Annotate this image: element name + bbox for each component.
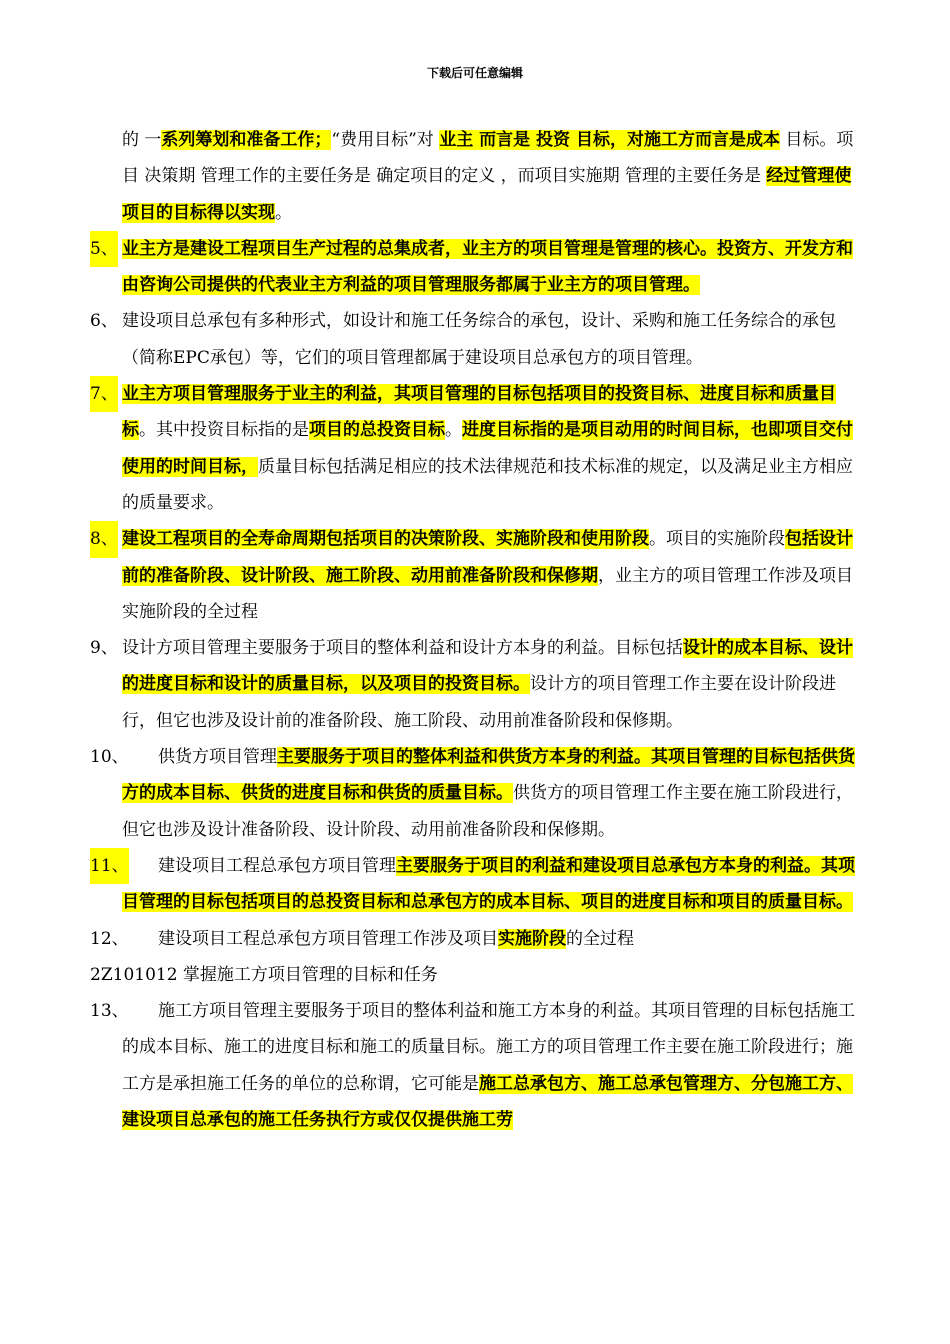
- body-text: 供货方项目管理: [158, 747, 277, 768]
- list-number: 13、: [90, 1001, 129, 1022]
- highlighted-text: 系列筹划和准备工作；: [161, 130, 332, 150]
- body-text: 目标。项目 决策期 管理工作的主要任务是 确定项目的定义 ，而项目实施期 管理的主要任务是: [122, 130, 854, 187]
- body-text: 设计方项目管理主要服务于项目的整体利益和设计方本身的利益。目标包括: [122, 638, 683, 659]
- list-number: 6、: [90, 311, 118, 332]
- body-text: 。其中投资目标指的是: [139, 420, 309, 441]
- list-item: [90, 303, 860, 376]
- section-heading: 2Z101012 掌握施工方项目管理的目标和任务: [90, 964, 438, 985]
- body-text: 质量目标包括满足相应的技术法律规范和技术标准的规定，以及满足业主方相应的质量要求。: [122, 456, 853, 513]
- list-item: [90, 521, 860, 630]
- body-text: 的全过程: [566, 928, 634, 949]
- list-item: [90, 122, 860, 231]
- body-text: 建设项目工程总承包方项目管理: [158, 855, 396, 876]
- list-item: [90, 848, 860, 921]
- list-item: [90, 630, 860, 739]
- list-item: [90, 376, 860, 521]
- list-number: 10、: [90, 747, 129, 768]
- highlighted-text: 主要服务于项目的整体利益和供货方本身的利益。其项目管理的目标包括供货方的成本目标、供货的进度目标和供货的质量目标。: [122, 747, 855, 804]
- body-text: 供货方的项目管理工作主要在施工阶段进行，但它也涉及设计准备阶段、设计阶段、动用前准备阶段和保修期。: [122, 783, 853, 840]
- body-text: 的 一: [122, 130, 162, 150]
- list-item: [90, 921, 860, 957]
- body-text: 。项目的实施阶段: [649, 529, 785, 550]
- highlighted-text: 建设工程项目的全寿命周期包括项目的决策阶段、实施阶段和使用阶段: [122, 529, 649, 550]
- highlighted-text: 业主方是建设工程项目生产过程的总集成者，业主方的项目管理是管理的核心。投资方、开发方和由咨询公司提供的代表业主方利益的项目管理服务都属于业主方的项目管理。: [122, 238, 853, 296]
- body-text: 设计方的项目管理工作主要在设计阶段进行，但它也涉及设计前的准备阶段、施工阶段、动用前准备阶段和保修期。: [122, 674, 836, 731]
- highlighted-text: 项目的总投资目标: [309, 420, 445, 441]
- list-number: 5、: [90, 231, 118, 267]
- document-body: [90, 122, 860, 1138]
- body-text: “费用目标”对: [331, 130, 440, 150]
- list-number: 8、: [90, 521, 118, 557]
- page-header: 下载后可任意编辑: [426, 66, 523, 80]
- highlighted-text: 设计的成本目标、设计的进度目标和设计的质量目标，以及项目的投资目标。: [122, 638, 853, 695]
- highlighted-text: 实施阶段: [498, 928, 566, 949]
- highlighted-text: 业主方项目管理服务于业主的利益，其项目管理的目标包括项目的投资目标、进度目标和质量目标: [122, 384, 836, 441]
- body-text: 建设项目工程总承包方项目管理工作涉及项目: [158, 928, 498, 949]
- list-number: 12、: [90, 928, 129, 949]
- highlighted-text: 施工总承包方、施工总承包管理方、分包施工方、建设项目总承包的施工任务执行方或仅仅提供施工劳: [122, 1073, 853, 1131]
- list-number: 7、: [90, 376, 118, 412]
- body-text: 。: [445, 420, 462, 441]
- list-item: [90, 231, 860, 304]
- list-item: [90, 993, 860, 1138]
- body-text: 。: [275, 202, 292, 223]
- list-number: 11、: [90, 848, 129, 884]
- body-text: 建设项目总承包有多种形式，如设计和施工任务综合的承包，设计、采购和施工任务综合的承包（简称EPC承包）等，它们的项目管理都属于建设项目总承包方的项目管理。: [122, 311, 836, 368]
- body-text: ，业主方的项目管理工作涉及项目实施阶段的全过程: [122, 565, 853, 622]
- highlighted-text: 进度目标指的是项目动用的时间目标，也即项目交付使用的时间目标，: [122, 420, 853, 477]
- highlighted-text: 包括设计前的准备阶段、设计阶段、施工阶段、动用前准备阶段和保修期: [122, 529, 853, 586]
- list-number: 9、: [90, 638, 118, 659]
- highlighted-text: 经过管理使项目的目标得以实现: [122, 166, 852, 223]
- body-text: 施工方项目管理主要服务于项目的整体利益和施工方本身的利益。其项目管理的目标包括施工的成本目标、施工的进度目标和施工的质量目标。施工方的项目管理工作主要在施工阶段进行；施工方是承担施工任务的单位的总称谓，它可能是: [122, 1001, 855, 1094]
- list-item: [90, 739, 860, 848]
- highlighted-text: 主要服务于项目的利益和建设项目总承包方本身的利益。其项目管理的目标包括项目的总投资目标和总承包方的成本目标、项目的进度目标和项目的质量目标。: [122, 855, 855, 913]
- highlighted-text: 业主 而言是 投资 目标，对施工方而言是成本: [439, 130, 780, 150]
